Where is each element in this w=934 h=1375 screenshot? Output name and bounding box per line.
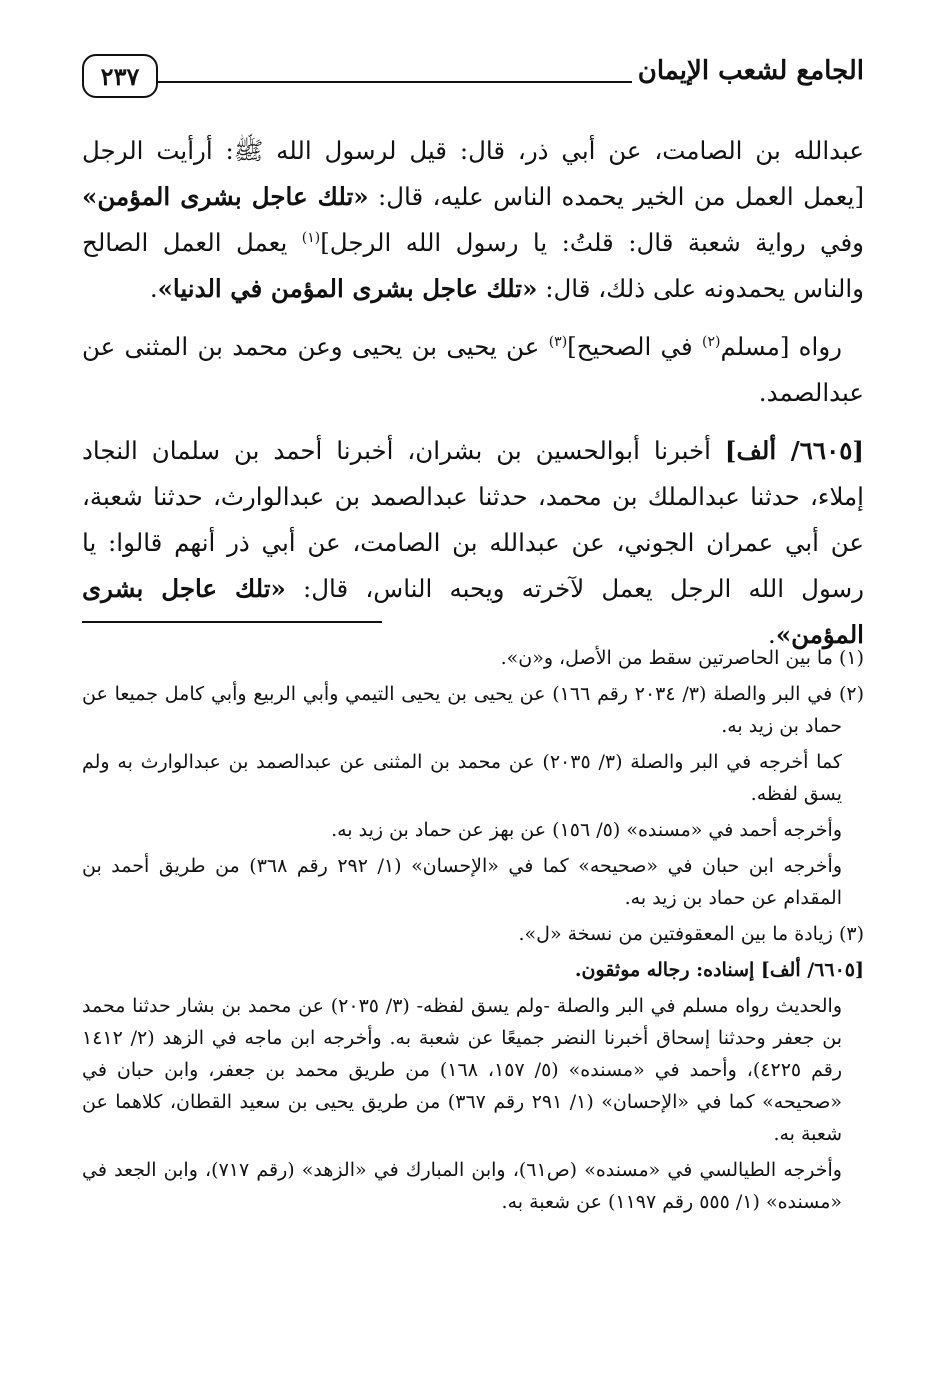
hadith-paragraph — [82, 428, 864, 658]
quoted-saying: «تلك عاجل بشرى المؤمن» — [82, 182, 369, 211]
page-header — [82, 50, 864, 100]
main-text — [82, 128, 864, 670]
footnote-3: (٣) زيادة ما بين المعقوفتين من نسخة «ل». — [518, 923, 864, 945]
footnote-separator — [82, 621, 382, 623]
footnotes — [82, 642, 864, 1222]
text-run: يعمل العمل الصالح والناس يحمدونه على ذلك، قال: — [82, 228, 864, 303]
footnote-commentary: والحديث رواه مسلم في البر والصلة -ولم يسق لفظه- (٣/ ٢٠٣٥) عن محمد بن بشار حدثنا محمد بن جعفر وحدثنا إسحاق أخبرنا النضر جميعًا عن شعبة به. وأخرجه ابن ماجه في الزهد (٢/ ١٤١٢ رقم ٤٢٢٥)، وأحمد في «مسنده» (٥/ ١٥٧، ١٦٨) من طريق محمد بن جعفر، وابن حبان في «صحيحه» كما في «الإحسان» (١/ ٢٩١ رقم ٣٦٧) من طريق يحيى بن سعيد القطان، كلاهما عن شعبة به. — [82, 995, 842, 1145]
hadith-paragraph — [82, 128, 864, 312]
text-run: . — [768, 620, 776, 649]
book-page — [82, 40, 864, 1340]
footnote-marker: (١) — [301, 229, 321, 246]
text-run: وفي رواية شعبة قال: قلتُ: يا رسول الله الرجل] — [320, 228, 864, 257]
text-run: . — [149, 274, 158, 303]
header-rule — [158, 81, 632, 83]
quoted-saying: «تلك عاجل بشرى المؤمن» — [82, 574, 864, 649]
text-run: عن يحيى بن يحيى وعن محمد بن المثنى عن عبدالصمد. — [82, 332, 864, 407]
footnote-marker: (٣) — [548, 333, 568, 350]
text-run: عبدالله بن الصامت، عن أبي ذر، قال: قيل لرسول الله ﷺ: أرأيت الرجل [يعمل العمل من الخير يحمده الناس عليه، قال: — [82, 136, 864, 211]
quoted-saying: «تلك عاجل بشرى المؤمن في الدنيا» — [157, 274, 538, 303]
footnote-2-continuation: وأخرجه أحمد في «مسنده» (٥/ ١٥٦) عن بهز عن حماد بن زيد به. — [331, 819, 842, 841]
footnote-hadith-label: [٦٦٠٥/ ألف] إسناده: رجاله موثقون. — [574, 959, 864, 981]
footnote-commentary: وأخرجه الطيالسي في «مسنده» (ص٦١)، وابن المبارك في «الزهد» (رقم ٧١٧)، وابن الجعد في «مسنده» (١/ ٥٥٥ رقم ١١٩٧) عن شعبة به. — [82, 1159, 842, 1213]
footnote-1: (١) ما بين الحاصرتين سقط من الأصل، و«ن». — [500, 647, 864, 669]
page-number: ٢٣٧ — [82, 54, 158, 98]
footnote-marker: (٢) — [701, 333, 721, 350]
text-run: أخبرنا أبوالحسين بن بشران، أخبرنا أحمد بن سلمان النجاد إملاء، حدثنا عبدالملك بن محمد، حدثنا عبدالصمد بن عبدالوارث، حدثنا شعبة، عن أبي عمران الجوني، عن عبدالله بن الصامت، عن أبي ذر أنهم قالوا: يا رسول الله الرجل يعمل لآخرته ويحبه الناس، قال: — [82, 436, 864, 603]
footnote-2-continuation: كما أخرجه في البر والصلة (٣/ ٢٠٣٥) عن محمد بن المثنى عن عبدالصمد بن عبدالوارث به ولم يسق لفظه. — [82, 751, 842, 805]
footnote-2-continuation: وأخرجه ابن حبان في «صحيحه» كما في «الإحسان» (١/ ٢٩٢ رقم ٣٦٨) من طريق أحمد بن المقدام عن حماد بن زيد به. — [82, 855, 843, 909]
running-title: الجامع لشعب الإيمان — [637, 56, 864, 86]
text-run: في الصحيح] — [567, 332, 702, 361]
source-paragraph — [82, 324, 864, 416]
text-run: رواه [مسلم — [720, 332, 842, 361]
hadith-number: [٦٦٠٥/ ألف] — [724, 436, 864, 465]
footnote-2: (٢) في البر والصلة (٣/ ٢٠٣٤ رقم ١٦٦) عن يحيى بن يحيى التيمي وأبي الربيع وأبي كامل جميعا عن حماد بن زيد به. — [82, 683, 864, 737]
